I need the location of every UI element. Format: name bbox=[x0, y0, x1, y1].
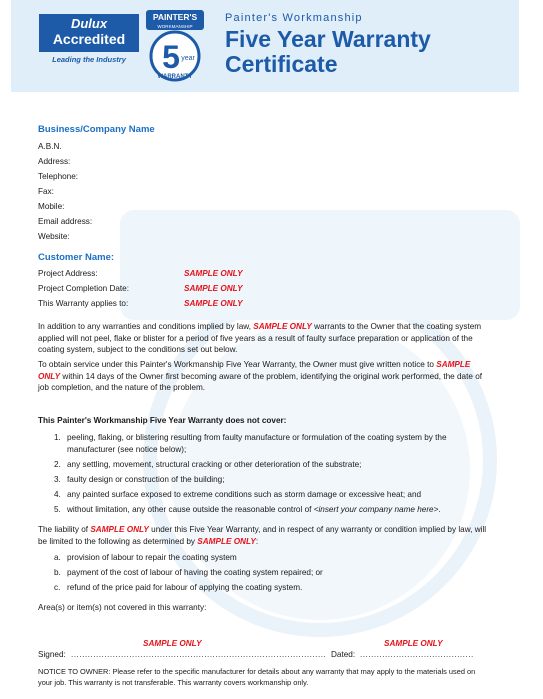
not-cover-num-2: 2. bbox=[54, 460, 61, 469]
para1-sample: SAMPLE ONLY bbox=[253, 322, 312, 331]
dulux-tagline: Leading the Industry bbox=[52, 55, 126, 64]
not-cover-num-5: 5. bbox=[54, 505, 61, 514]
liability-letter-b: b. bbox=[54, 568, 61, 577]
not-cover-item-1: peeling, flaking, or blistering resulting from faulty manufacture or formulation of the coating system by the manufacturer (see notice below); bbox=[67, 433, 447, 454]
project-completion-value: SAMPLE ONLY bbox=[184, 284, 243, 293]
para1-text-end: warrants to the Owner that the coating system applied will not peel, flake or blister for a period of five years as a result of faulty surface preparation or application of the coating system, subject to the conditions set out below. bbox=[38, 322, 482, 355]
dated-label: Dated: bbox=[331, 650, 356, 659]
para1-text-start: In addition to any warranties and conditions implied by law, bbox=[38, 322, 254, 331]
not-cover-item-4: any painted surface exposed to extreme conditions such as storm damage or excessive heat; and bbox=[67, 490, 422, 499]
liability-sample-2: SAMPLE ONLY bbox=[197, 536, 256, 546]
warranty-applies-value: SAMPLE ONLY bbox=[184, 299, 243, 308]
not-cover-item-5-end: . bbox=[438, 505, 441, 514]
business-field-abn: A.B.N. bbox=[38, 142, 62, 151]
para2-text-start: To obtain service under this Painter's Workmanship Five Year Warranty, the Owner must give written notice to bbox=[38, 360, 437, 369]
badge-mid-text: WORKMANSHIP bbox=[157, 24, 193, 29]
company-name-placeholder: <insert your company name here> bbox=[313, 505, 439, 514]
not-cover-num-3: 3. bbox=[54, 475, 61, 484]
liability-letter-a: a. bbox=[54, 553, 61, 562]
liability-item-b: payment of the cost of labour of having the coating system repaired; or bbox=[67, 568, 323, 577]
badge-unit: year bbox=[181, 55, 195, 62]
business-field-fax: Fax: bbox=[38, 187, 54, 196]
liability-item-c: refund of the price paid for labour of applying the coating system. bbox=[67, 583, 303, 592]
liability-paragraph bbox=[38, 524, 488, 547]
business-field-telephone: Telephone: bbox=[38, 172, 79, 181]
badge-top-text: PAINTER'S bbox=[152, 12, 198, 22]
notice-to-owner: NOTICE TO OWNER: Please refer to the specific manufacturer for details about any warranty that may apply to the materials used on your job. This warranty is not transferable. This warranty covers workmanship only. bbox=[38, 667, 476, 687]
business-field-email: Email address: bbox=[38, 217, 93, 226]
liability-text-1: The liability of bbox=[38, 525, 91, 534]
business-heading: Business/Company Name bbox=[38, 124, 155, 135]
not-cover-item-2: any settling, movement, structural cracking or other deterioration of the substrate; bbox=[67, 460, 362, 469]
business-field-mobile: Mobile: bbox=[38, 202, 65, 211]
signed-label: Signed: bbox=[38, 650, 66, 659]
project-address-label: Project Address: bbox=[38, 269, 98, 278]
warranty-statement-paragraph bbox=[38, 321, 488, 356]
dated-line: ......................................... bbox=[360, 650, 474, 659]
customer-heading: Customer Name: bbox=[38, 252, 115, 263]
badge-bottom-text: WARRANTY bbox=[157, 74, 193, 80]
liability-letter-c: c. bbox=[54, 583, 61, 592]
not-cover-item-3: faulty design or construction of the building; bbox=[67, 475, 225, 484]
liability-sample-1: SAMPLE ONLY bbox=[90, 525, 149, 534]
dated-sample: SAMPLE ONLY bbox=[384, 639, 443, 648]
para2-sample: SAMPLE ONLY bbox=[38, 360, 471, 381]
dulux-name: Dulux bbox=[70, 16, 108, 31]
service-notice-paragraph bbox=[38, 359, 488, 394]
badge-number: 5 bbox=[162, 39, 180, 75]
not-cover-item-5 bbox=[67, 504, 441, 515]
certificate-title: Five Year Warranty Certificate bbox=[225, 26, 431, 77]
project-completion-label: Project Completion Date: bbox=[38, 284, 130, 293]
liability-item-a: provision of labour to repair the coating system bbox=[67, 553, 237, 562]
signed-sample: SAMPLE ONLY bbox=[143, 639, 202, 648]
not-cover-num-1: 1. bbox=[54, 433, 61, 442]
dulux-accredited-label: Accredited bbox=[52, 31, 126, 47]
business-field-website: Website: bbox=[38, 232, 70, 241]
liability-text-2: under this Five Year Warranty, and in respect of any warranty or condition implied by law, will be limited to the following as determined by bbox=[38, 525, 487, 546]
para2-text-end: within 14 days of the Owner first becoming aware of the problem, identifying the original work performed, the date of job completion, and the nature of the problem. bbox=[38, 371, 483, 393]
project-address-value: SAMPLE ONLY bbox=[184, 269, 243, 278]
warranty-applies-label: This Warranty applies to: bbox=[38, 299, 129, 308]
not-cover-num-4: 4. bbox=[54, 490, 61, 499]
areas-not-covered-label: Area(s) or item(s) not covered in this warranty: bbox=[38, 603, 207, 612]
liability-text-3: : bbox=[255, 536, 259, 546]
not-cover-heading: This Painter's Workmanship Five Year Warranty does not cover: bbox=[38, 416, 287, 425]
signed-line: ............................................................................................ bbox=[71, 650, 327, 659]
not-cover-item-5-text: without limitation, any other cause outside the reasonable control of bbox=[67, 505, 314, 514]
certificate-subtitle: Painter's Workmanship bbox=[225, 12, 363, 24]
business-field-address: Address: bbox=[38, 157, 71, 166]
